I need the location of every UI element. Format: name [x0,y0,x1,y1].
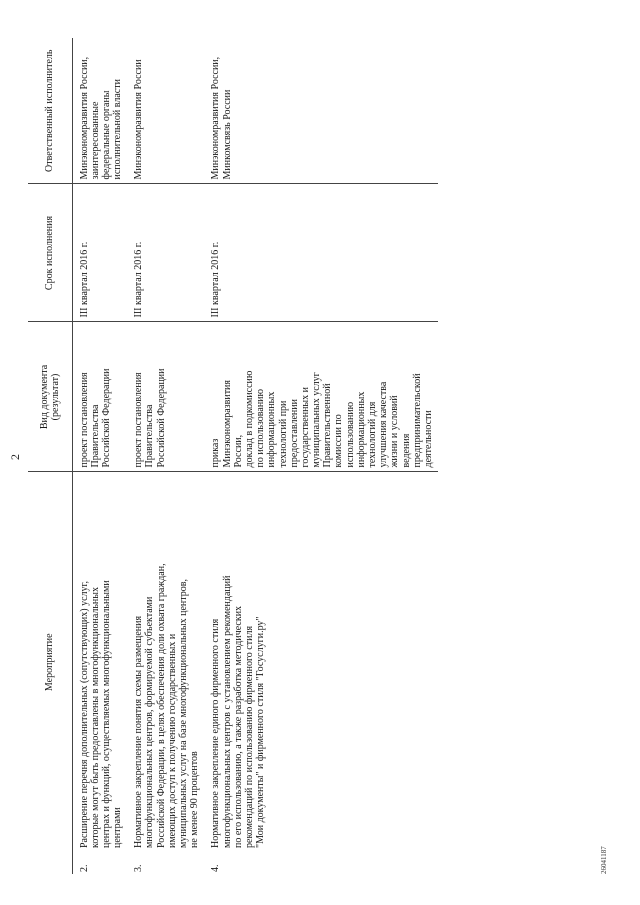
row-deadline: III квартал 2016 г. [72,184,127,322]
row-event: Нормативное закрепление единого фирменного стиля многофункциональных центров с установлением рекомендаций по его использованию, а также разработка методических рекомендаций по использованию фирменного стиля "Мои документы" и фирменного стиля "Госуслуги.ру" [204,472,438,852]
row-responsible: Минэкономразвития России, заинтересованные федеральные органы исполнительной власти [78,56,124,180]
table-row [127,38,204,874]
row-doc-type: проект постановления Правительства Российской Федерации [127,322,204,472]
document-page [0,20,640,890]
row-doc-type: проект постановления Правительства Российской Федерации [72,322,127,472]
table-header-row [28,38,72,874]
header-doc-type: Вид документа (результат) [28,322,72,472]
table-row [204,38,438,874]
row-event: Расширение перечня дополнительных (сопутствующих) услуг, которые могут быть предоставлены в многофункциональных центрах и функций, осуществляемых многофункциональными центрами [72,472,127,852]
header-deadline: Срок исполнения [28,184,72,322]
header-responsible: Ответственный исполнитель [28,38,72,184]
table-row [72,38,127,874]
row-doc-type: приказ Минэкономразвития России, доклад в подкомиссию по использованию информационных технологий при предоставлении государственных и муниципальных услуг Правительственной комиссии по использованию информационных технологий для улучшения качества жизни и условий ведения предпринимательской деятельности [204,322,438,472]
row-deadline: III квартал 2016 г. [127,184,204,322]
row-number: 4. [210,864,222,872]
document-code: 26041187 [600,846,608,874]
row-number: 2. [78,864,90,872]
row-responsible: Минэкономразвития России [133,59,145,180]
row-deadline: III квартал 2016 г. [204,184,438,322]
row-responsible: Минэкономразвития России, Минкомсвязь России [210,56,233,180]
header-number [28,852,72,874]
page-number: 2 [8,454,22,460]
row-number: 3. [133,864,145,872]
header-event: Мероприятие [28,472,72,852]
action-plan-table [28,38,438,874]
row-event: Нормативное закрепление понятия схемы размещения многофункциональных центров, формируемой субъектами Российской Федерации, в целях обеспечения доли охвата граждан, имеющих доступ к получению государственных и муниципальных услуг на базе многофункциональных центров, не менее 90 процентов [127,472,204,852]
